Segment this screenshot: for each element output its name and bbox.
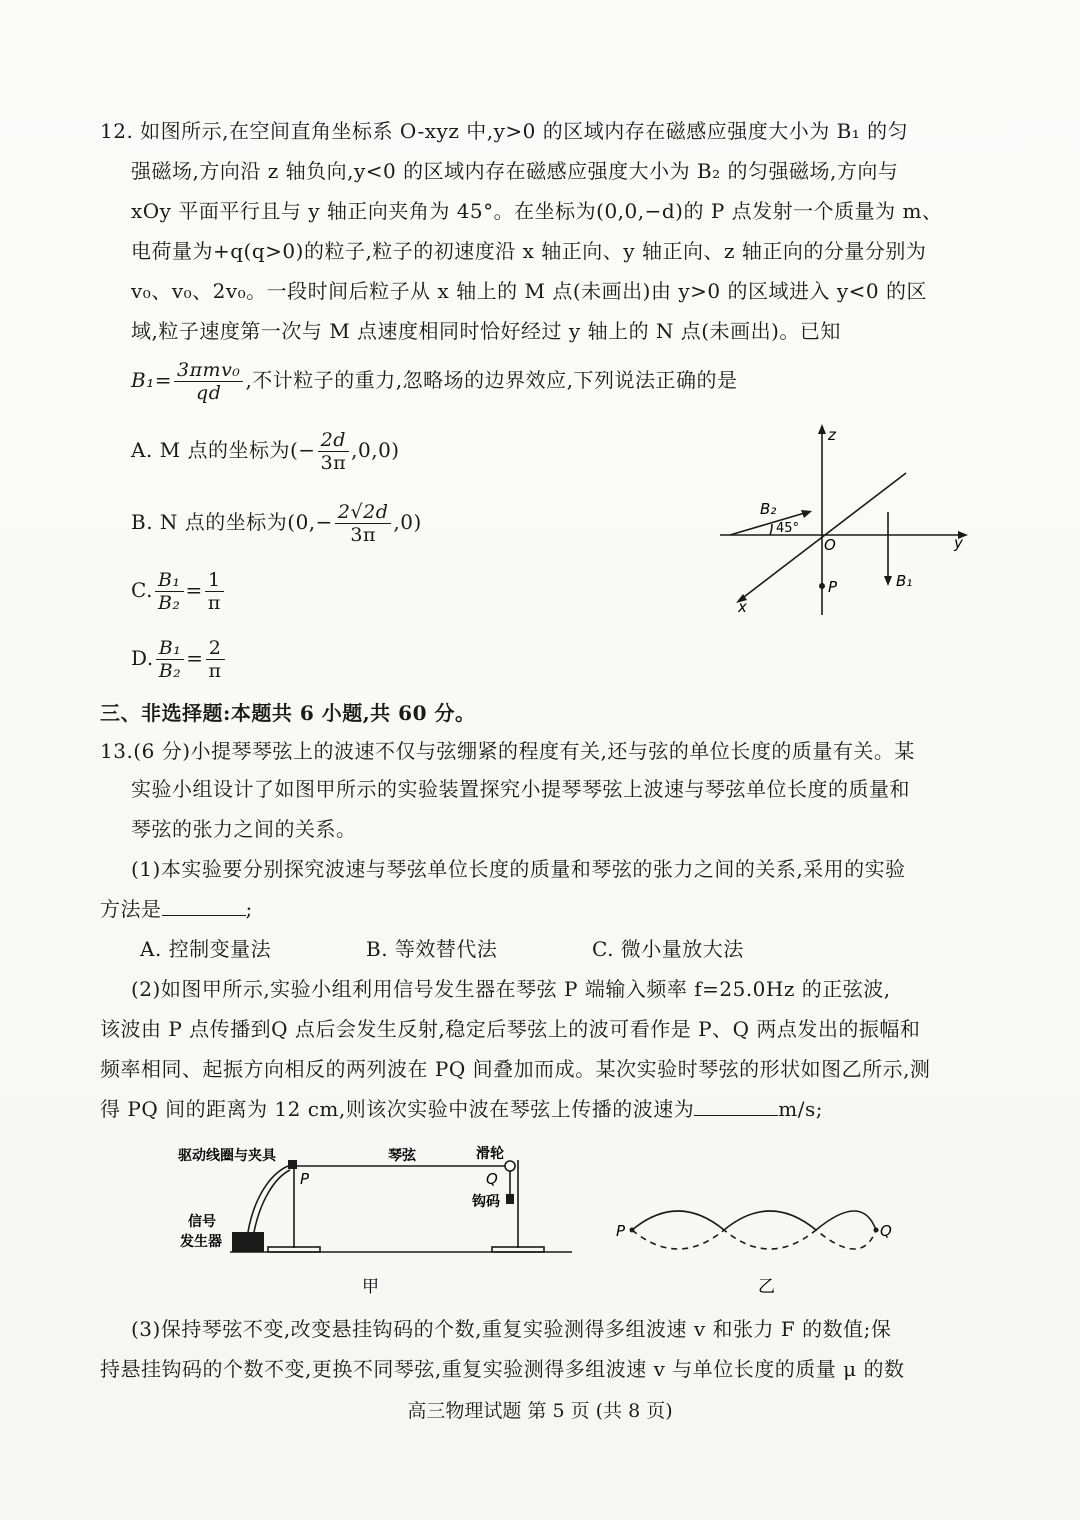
section-heading: 三、非选择题:本题共 6 小题,共 60 分。 <box>100 701 476 725</box>
q13-part1-line-1: (1)本实验要分别探究波速与琴弦单位长度的质量和琴弦的张力之间的关系,采用的实验 <box>131 857 906 881</box>
option-a: A. M 点的坐标为(− $\frac{2d}{3\pi}$ ,0,0) <box>131 429 400 474</box>
weight <box>506 1194 514 1204</box>
yi-p-label: P <box>616 1222 626 1240</box>
z-label: z <box>828 426 836 444</box>
choice-c: C. 微小量放大法 <box>592 937 744 961</box>
angle-arc <box>770 524 772 535</box>
q13-part3-line-2: 持悬挂钩码的个数不变,更换不同琴弦,重复实验测得多组波速 v 与单位长度的质量 μ 的数 <box>100 1357 905 1381</box>
q13-line-1: 13.(6 分)小提琴琴弦上的波速不仅与弦绷紧的程度有关,还与弦的单位长度的质量有关。某 <box>100 739 915 763</box>
b1-fraction: $\frac{\text{3πmv₀}}{qd}$ <box>174 359 243 404</box>
q12-line-6: 域,粒子速度第一次与 M 点速度相同时恰好经过 y 轴上的 N 点(未画出)。已知 <box>131 319 841 343</box>
option-c-rhs-fraction: $\frac{1}{\pi}$ <box>205 569 224 614</box>
option-b: B. N 点的坐标为(0,− $\frac{2√2d}{3\pi}$ ,0) <box>131 501 422 546</box>
yi-caption: 乙 <box>758 1277 775 1297</box>
apparatus-figure <box>170 1140 580 1300</box>
coordinate-figure <box>700 420 990 620</box>
generator-label-2: 发生器 <box>180 1234 222 1250</box>
option-c-lhs-fraction: $\frac{\text{B₁}}{\text{B₂}}$ <box>155 569 184 614</box>
option-d: D. $\frac{\text{B₁}}{\text{B₂}}$ = $\frac{2}{\pi}$ <box>131 634 227 682</box>
b1-lhs: B₁= <box>131 368 172 392</box>
q12-line-2: 强磁场,方向沿 z 轴负向,y<0 的区域内存在磁感应强度大小为 B₂ 的匀强磁场,方向与 <box>131 159 899 183</box>
option-b-fraction: $\frac{2√2d}{3\pi}$ <box>335 501 391 546</box>
left-base <box>268 1247 320 1252</box>
q13-part2-line-1: (2)如图甲所示,实验小组利用信号发生器在琴弦 P 端输入频率 f=25.0Hz 的正弦波, <box>131 977 891 1001</box>
x-label: x <box>738 598 747 616</box>
q12-line-3: xOy 平面平行且与 y 轴正向夹角为 45°。在坐标为(0,0,−d)的 P 点发射一个质量为 m、 <box>131 199 943 223</box>
clamp <box>288 1160 297 1169</box>
option-c: C. $\frac{\text{B₁}}{\text{B₂}}$ = $\frac{1}{\pi}$ <box>131 566 226 614</box>
z-axis-arrow <box>818 424 826 434</box>
q13-part3-line-1: (3)保持琴弦不变,改变悬挂钩码的个数,重复实验测得多组波速 v 和张力 F 的数值;保 <box>131 1317 892 1341</box>
page-footer: 高三物理试题 第 5 页 (共 8 页) <box>407 1400 673 1422</box>
q13-part1-line-2: 方法是 ; <box>100 897 253 921</box>
wave-solid <box>632 1211 876 1230</box>
option-d-rhs-fraction: $\frac{2}{\pi}$ <box>206 637 225 682</box>
answer-blank-1[interactable] <box>162 897 246 916</box>
pulley <box>505 1161 515 1171</box>
b2-arrow <box>801 510 812 518</box>
q13-line-2: 实验小组设计了如图甲所示的实验装置探究小提琴琴弦上波速与琴弦单位长度的质量和 <box>131 777 910 801</box>
weight-label: 钩码 <box>472 1194 500 1210</box>
driver-wire-2 <box>254 1170 290 1232</box>
q12-number: 12. <box>100 119 134 143</box>
right-base <box>492 1247 544 1252</box>
q12-line-4: 电荷量为+q(q>0)的粒子,粒子的初速度沿 x 轴正向、y 轴正向、z 轴正向的分量分别为 <box>131 239 927 263</box>
q12-line-7: B₁= $\frac{\text{3πmv₀}}{qd}$ ,不计粒子的重力,忽略场的边界效应,下列说法正确的是 <box>131 359 738 404</box>
driver-label: 驱动线圈与夹具 <box>178 1148 276 1164</box>
option-d-lhs-fraction: $\frac{\text{B₁}}{\text{B₂}}$ <box>156 637 185 682</box>
jia-p-label: P <box>300 1170 310 1188</box>
q13-part2-line-3: 频率相同、起振方向相反的两列波在 PQ 间叠加而成。某次实验时琴弦的形状如图乙所示,测 <box>100 1057 931 1081</box>
angle-label: 45° <box>776 521 800 536</box>
q12-line-5: v₀、v₀、2v₀。一段时间后粒子从 x 轴上的 M 点(未画出)由 y>0 的区域进入 y<0 的区 <box>131 279 927 303</box>
jia-caption: 甲 <box>362 1277 379 1297</box>
generator-label-1: 信号 <box>188 1214 216 1230</box>
b2-label: B₂ <box>760 500 777 518</box>
wave-dashed <box>632 1230 876 1249</box>
x-axis <box>740 473 906 600</box>
choice-b: B. 等效替代法 <box>366 937 498 961</box>
wave-q-point <box>874 1228 879 1233</box>
jia-q-label: Q <box>486 1170 498 1188</box>
choice-a: A. 控制变量法 <box>140 937 272 961</box>
b1-label: B₁ <box>896 572 913 590</box>
q13-part2-line-4: 得 PQ 间的距离为 12 cm,则该次实验中波在琴弦上传播的波速为 m/s; <box>100 1097 823 1121</box>
q12-line-1: 12. 如图所示,在空间直角坐标系 O-xyz 中,y>0 的区域内存在磁感应强度大小为 B₁ 的匀 <box>100 119 909 143</box>
standing-wave-figure <box>610 1192 900 1298</box>
pulley-label: 滑轮 <box>476 1146 504 1162</box>
signal-generator <box>232 1232 264 1252</box>
p-label: P <box>828 578 838 596</box>
y-label: y <box>954 534 963 552</box>
string-label: 琴弦 <box>388 1148 416 1164</box>
wave-p-point <box>630 1228 635 1233</box>
answer-blank-2[interactable] <box>694 1097 778 1116</box>
p-point <box>819 583 825 589</box>
q13-line-3: 琴弦的张力之间的关系。 <box>131 817 357 841</box>
option-a-fraction: $\frac{2d}{3\pi}$ <box>318 429 350 474</box>
yi-q-label: Q <box>880 1222 892 1240</box>
origin-label: O <box>824 536 836 554</box>
q13-part2-line-2: 该波由 P 点传播到Q 点后会发生反射,稳定后琴弦上的波可看作是 P、Q 两点发出的振幅和 <box>100 1017 921 1041</box>
b1-arrow <box>884 576 892 586</box>
